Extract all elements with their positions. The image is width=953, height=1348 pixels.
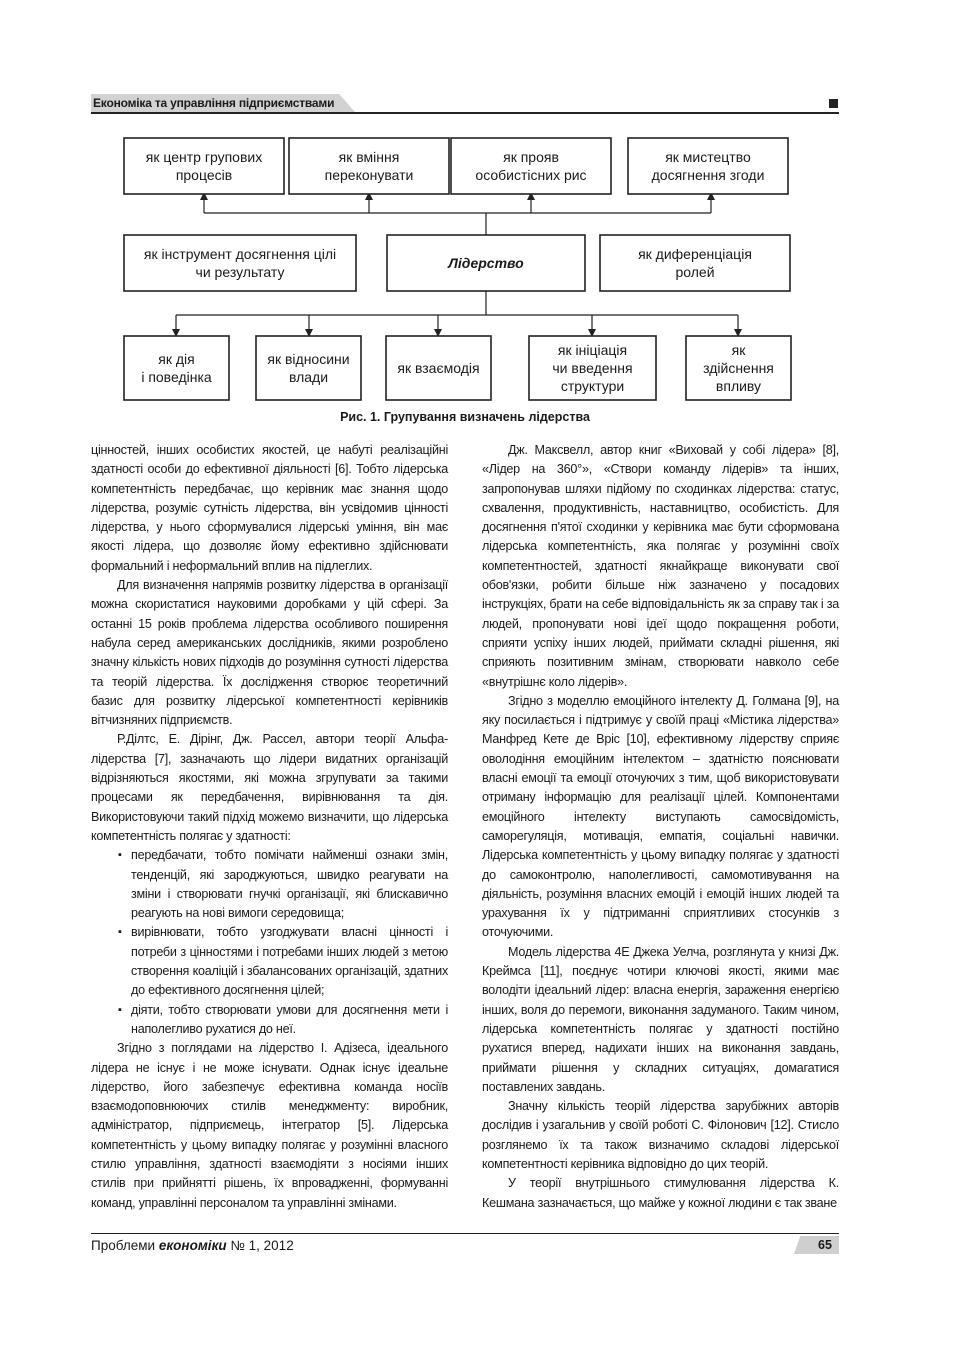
box-persuasion-label: переконувати [324,167,414,183]
box-personal-traits-label: як прояв [503,149,559,165]
box-group-processes-label: процесів [175,167,233,183]
paragraph: Модель лідерства 4Е Джека Уелча, розглянута у книзі Дж. Креймса [11], поєднує чотири ключові якості, якими має володіти ідеальний лідер: власна енергія, зараження енергією інших, воля до перемоги, виконання задуманого. Таким чином, лідерська компетентність полягає у здатності постійно рухатися вперед, надихати інших на виконання завдань, приймати рішення у складних ситуаціях, домагатися поставлених завдань. [482,944,839,1094]
box-power-relations [256,336,361,400]
journal-title: економіки [158,1238,227,1253]
paragraph: Згідно з моделлю емоційного інтелекту Д. Голмана [9], на яку посилається і підтримує у своїй праці «Містика лідерства» Манфред Кете де Вріс [10], ефективному лідерству сприяє оволодіння емоційним інтелектом – здатністю пояснювати власні емоції та емоції оточуючих з тим, щоб використовувати отриману інформацію для реалізації цілей. Компонентами емоційного інтелекту виступають самосвідомість, саморегуляція, мотивація, емпатія, соціальні навички. Лідерська компетентність у цьому випадку полягає у здатності до самоконтролю, наполегливості, самомотивування на діяльність, розуміння власних емоцій і емоцій інших людей та урахування їх у підтриманні сприятливих стосунків з оточуючими. [482,693,839,940]
list-item: ▪ передбачати, тобто помічати найменші ознаки змін, тенденцій, які зароджуються, швидко реагувати на зміни і створювати гнучкі організації, які блискавично реагують на нові вимоги середовища; [131,846,448,923]
paragraph: Р.Ділтс, Е. Дірінг, Дж. Рассел, автори теорії Альфа-лідерства [7], зазначають що лідери видатних організацій відрізняються якостями, які можна згрупувати за такими процесами як передбачення, вирівнювання та дія. Використовуючи такий підхід можемо визначити, що лідерська компетентність полягає у здатності: [91,732,448,843]
journal-issue: № 1, 2012 [230,1238,294,1253]
page-number-tab [794,1236,839,1254]
paragraph: Дж. Максвелл, автор книг «Виховай у собі лідера» [8], «Лідер на 360°», «Створи команду лідерів» та інших, запропонував шляхи підйому по сходинках лідерства: статус, схвалення, продуктивність, наставництво, особистість. Для досягнення п'ятої сходинки у керівника має бути сформована лідерська компетентність, яка полягає у розумінні своїх компетентностей, здатності якнайкраще виконувати свої обов'язки, робити більше ніж зазначено у посадових інструкціях, брати на себе відповідальність як за справу так і за людей, пропонувати нові ідеї щодо покращення роботи, сприяти успіху інших людей, приймати складні рішення, які сприяють позитивним змінам, створювати навколо себе «внутрішнє коло лідерів». [482,443,839,689]
box-art-of-agreement-label: як мистецтво [665,149,751,165]
box-action-behavior [124,336,229,400]
box-tool-goal-label: як інструмент досягнення цілі [143,246,337,262]
box-action-behavior-label: як дія [158,351,195,367]
footer-rule [91,1233,839,1234]
box-power-relations-label: влади [288,369,329,385]
box-tool-goal-label: чи результату [195,264,285,280]
paragraph: У теорії внутрішнього стимулювання лідерства К. Кешмана зазначається, що майже у кожної людини є так зване [482,1176,839,1210]
box-leadership-label: Лідерство [448,255,524,271]
box-role-differentiation [600,235,790,291]
list-item: ▪ діяти, тобто створювати умови для досягнення мети і наполегливо рухатися до неї. [131,1001,448,1040]
box-persuasion-label: як вміння [338,149,400,165]
box-influence-label: впливу [715,378,762,394]
box-persuasion [289,138,449,194]
figure-caption: Рис. 1. Групування визначень лідерства [340,410,590,424]
page-number: 65 [818,1238,832,1252]
right-column [482,441,839,1213]
paragraph: Значну кількість теорій лідерства зарубіжних авторів дослідив і узагальнив у своїй роботі С. Філонович [12]. Стисло розглянемо їх та також визначимо складові лідерської компетентності керівника відповідно до цих теорій. [482,1099,839,1171]
box-initiation-label: як ініціація [557,342,628,358]
box-initiation-label: структури [560,378,625,394]
box-influence-label: як [731,342,746,358]
box-initiation-label: чи введення [552,360,633,376]
box-action-behavior-label: і поведінка [141,369,212,385]
journal-name [91,1238,294,1253]
box-group-processes [124,138,284,194]
box-interaction-label: як взаємодія [397,360,480,376]
box-role-differentiation-label: як диференціація [638,246,752,262]
box-personal-traits [451,138,611,194]
leadership-diagram [0,0,953,410]
box-power-relations-label: як відносини [267,351,350,367]
journal-prefix: Проблеми [91,1238,156,1253]
paragraph: Згідно з поглядами на лідерство І. Адізеса, ідеального лідера не існує і не може існувати. Однак існує ідеальне лідерство, його забезпечує ефективна команда носіїв взаємодоповнюючих стилів менеджменту: виробник, адміністратор, підприємець, інтегратор [5]. Лідерська компетентність у цьому випадку полягає у розумінні власного стилю управління, здатності взаємодіяти з носіями інших стилів при прийнятті рішень, їх впровадженні, формуванні команд, управлінні персоналом та управлінні змінами. [91,1041,448,1210]
bullet-list [91,846,448,1039]
left-column [91,441,448,1213]
box-personal-traits-label: особистісних рис [475,167,587,183]
paragraph: цінностей, інших особистих якостей, це набуті реалізаційні здатності особи до ефективної діяльності [6]. Тобто лідерська компетентність передбачає, що керівник має знання щодо лідерства, розуміє сутність лідерства, він усвідомив цінності лідерства, у нього сформувалися лідерські уміння, він має якості лідера, що дозволяє йому ефективно здійснювати формальний і неформальний вплив на підлеглих. [91,443,448,573]
box-role-differentiation-label: ролей [675,264,715,280]
list-item: ▪ вирівнювати, тобто узгоджувати власні цінності і потреби з цінностями і потребами інших людей з метою створення коаліцій і збалансованих організацій, здатних до ефективного досягнення цілей; [131,923,448,1000]
box-influence-label: здійснення [703,360,774,376]
section-title: Економіка та управління підприємствами [93,96,335,110]
box-art-of-agreement [628,138,788,194]
paragraph: Для визначення напрямів розвитку лідерства в організації можна скористатися науковими доробками у цій сфері. За останні 15 років проблема лідерства особливого поширення набула серед американських дослідників, якими розроблено значну кількість нових підходів до розуміння сутності лідерства та теорій лідерства. Їх дослідження створює теоретичний базис для розвитку лідерської компетентності керівників вітчизняних підприємств. [91,578,448,728]
box-tool-goal [124,235,356,291]
box-group-processes-label: як центр групових [145,149,263,165]
box-art-of-agreement-label: досягнення згоди [651,167,765,183]
